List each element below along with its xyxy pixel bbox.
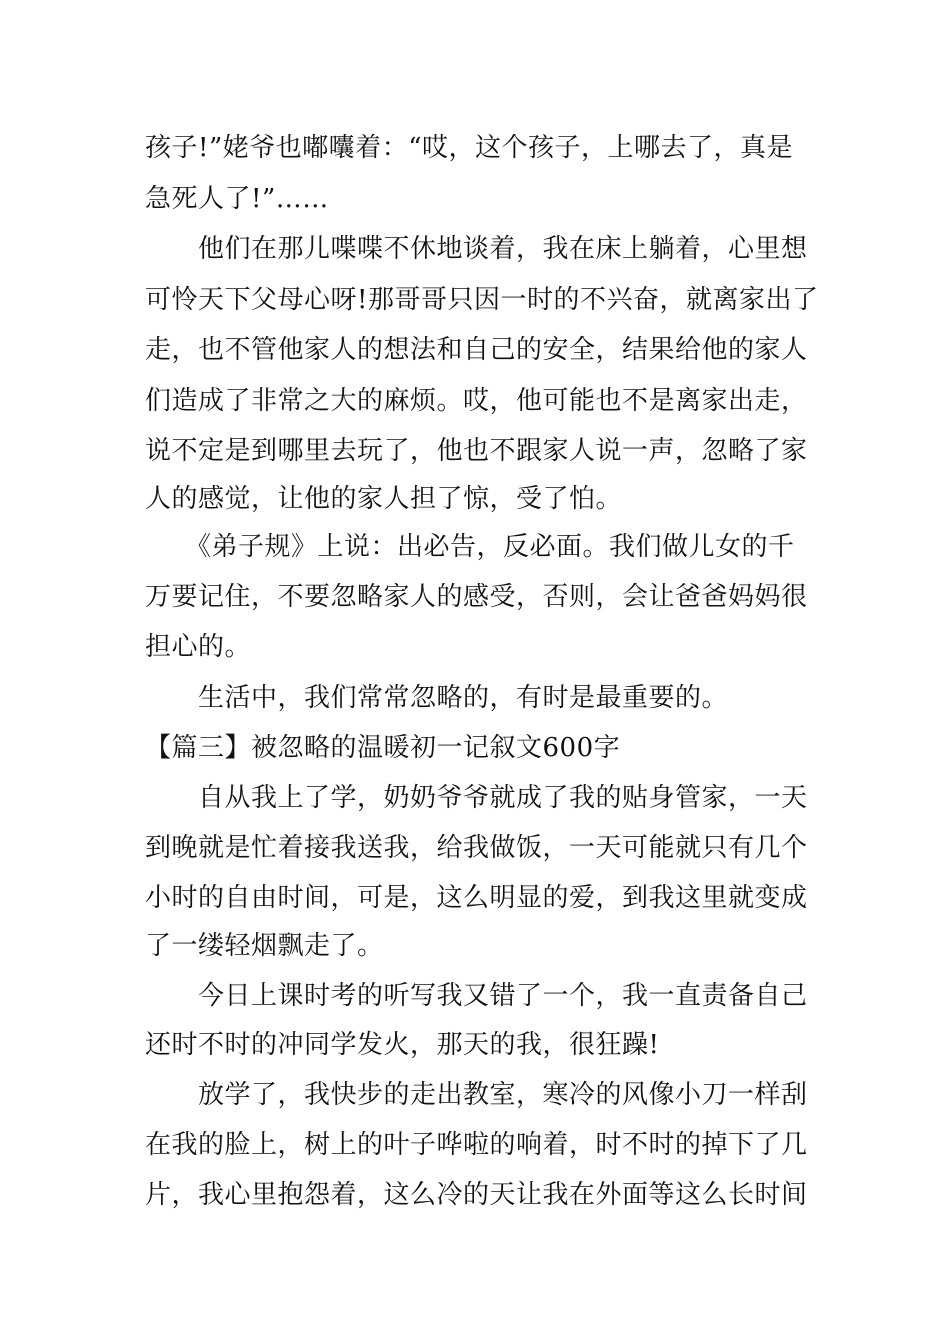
text-line: 片，我心里抱怨着，这么冷的天让我在外面等这么长时间: [145, 1180, 808, 1210]
paragraph-start: 今日上课时考的听写我又错了一个，我一直责备自己: [145, 981, 808, 1011]
text-line: 在我的脸上，树上的叶子哗啦的响着，时不时的掉下了几: [145, 1130, 808, 1160]
text-line: 急死人了!”……: [145, 184, 329, 214]
text-line: 担心的。: [145, 632, 252, 662]
text-line: 了一缕轻烟飘走了。: [145, 931, 384, 961]
text-line: 孩子!”姥爷也嘟囔着：“哎，这个孩子，上哪去了，真是: [145, 133, 794, 163]
text-line: 可怜天下父母心呀!那哥哥只因一时的不兴奋，就离家出了: [145, 285, 819, 315]
paragraph-start: 放学了，我快步的走出教室，寒冷的风像小刀一样刮: [145, 1080, 808, 1110]
paragraph-start: 生活中，我们常常忽略的，有时是最重要的。: [145, 683, 729, 713]
paragraph-start: 他们在那儿喋喋不休地谈着，我在床上躺着，心里想: [145, 234, 808, 264]
text-line: 们造成了非常之大的麻烦。哎，他可能也不是离家出走，: [145, 386, 808, 416]
paragraph-start: 《弟子规》上说：出必告，反必面。我们做儿女的千: [145, 532, 795, 562]
text-line: 小时的自由时间，可是，这么明显的爱，到我这里就变成: [145, 883, 808, 913]
text-line: 人的感觉，让他的家人担了惊，受了怕。: [145, 484, 623, 514]
text-line: 还时不时的冲同学发火，那天的我，很狂躁!: [145, 1030, 660, 1060]
text-line: 走，也不管他家人的想法和自己的安全，结果给他的家人: [145, 335, 808, 365]
text-line: 万要记住，不要忽略家人的感受，否则，会让爸爸妈妈很: [145, 582, 808, 612]
text-line: 到晚就是忙着接我送我，给我做饭，一天可能就只有几个: [145, 833, 808, 863]
section-heading: 【篇三】被忽略的温暖初一记叙文600字: [145, 733, 621, 763]
text-line: 说不定是到哪里去玩了，他也不跟家人说一声，忽略了家: [145, 436, 808, 466]
paragraph-start: 自从我上了学，奶奶爷爷就成了我的贴身管家，一天: [145, 783, 808, 813]
